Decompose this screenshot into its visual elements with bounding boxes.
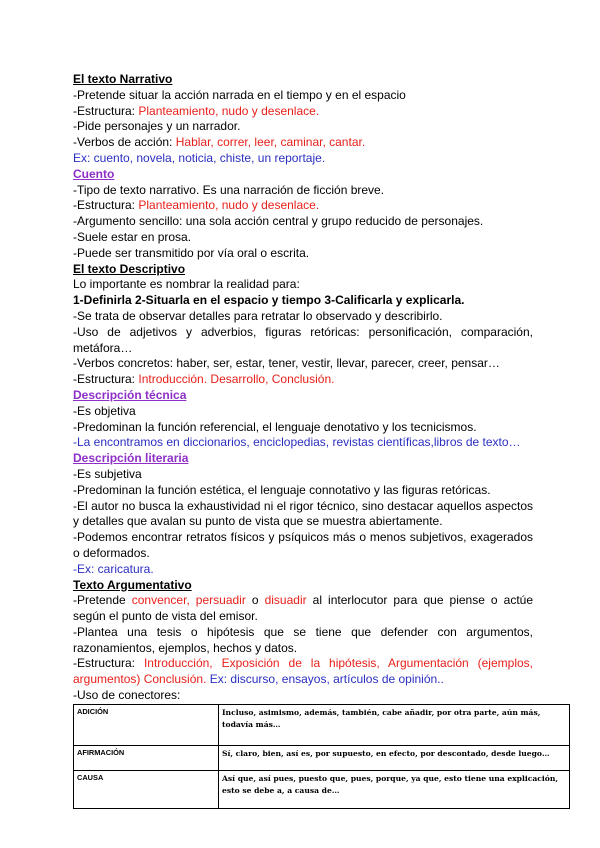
text-line: Lo importante es nombrar la realidad para: [73, 277, 300, 292]
table-cell-tipo: ADICIÓN [74, 704, 219, 745]
heading-texto-argumentativo: Texto Argumentativo [73, 577, 192, 592]
text-line: -Predominan la función referencial, el lenguaje denotativo y los tecnicismos. [73, 419, 477, 434]
text-line: -Argumento sencillo: una sola acción central y grupo reducido de personajes. [73, 214, 484, 229]
text-line: -La encontramos en diccionarios, enciclopedias, revistas científicas,libros de texto… [73, 435, 521, 450]
text-line: -Es objetiva [73, 403, 136, 418]
text-line: -Predominan la función estética, el lenguaje connotativo y las figuras retóricas. [73, 482, 491, 497]
text-line: -Plantea una tesis o hipótesis que se tiene que defender con argumentos, razonamientos, ejemplos, hechos y datos. [73, 624, 533, 655]
text-line: -Estructura: Introducción, Exposición de la hipótesis, Argumentación (ejemplos, argumentos) Conclusión. Ex: discurso, ensayos, artículos de opinión.. [73, 656, 533, 687]
text-line: -Se trata de observar detalles para retratar lo observado y describirlo. [73, 308, 443, 323]
table-cell-ejemplos: Así que, así pues, puesto que, pues, porque, ya que, esto tiene una explicación, esto se debe a, a causa de… [219, 770, 570, 808]
text-line: -Uso de conectores: [73, 688, 181, 703]
heading-texto-narrativo: El texto Narrativo [73, 72, 173, 86]
text-line: Ex: cuento, novela, noticia, chiste, un reportaje. [73, 150, 326, 165]
text-line: -Es subjetiva [73, 466, 142, 481]
table-cell-ejemplos: Sí, claro, bien, así es, por supuesto, en efecto, por descontado, desde luego… [219, 745, 570, 770]
table-row [74, 770, 570, 808]
text-line: -Uso de adjetivos y adverbios, figuras retóricas: personificación, comparación, metáfora… [73, 324, 533, 355]
table-cell-ejemplos: Incluso, asimismo, además, también, cabe añadir, por otra parte, aún más, todavía más… [219, 704, 570, 745]
text-line: -Estructura: Planteamiento, nudo y desenlace. [73, 198, 320, 213]
heading-texto-descriptivo: El texto Descriptivo [73, 261, 186, 276]
text-line: -Pide personajes y un narrador. [73, 119, 241, 134]
conectores-table [73, 704, 570, 809]
document-page [73, 72, 559, 809]
text-line: -Podemos encontrar retratos físicos y psíquicos más o menos subjetivos, exagerados o deformados. [73, 530, 533, 560]
text-line: -Estructura: Introducción. Desarrollo, Conclusión. [73, 372, 335, 387]
text-line: -Puede ser transmitido por vía oral o escrita. [73, 245, 310, 260]
text-line: -Tipo de texto narrativo. Es una narración de ficción breve. [73, 182, 385, 197]
table-cell-tipo: AFIRMACIÓN [74, 745, 219, 770]
table-row [74, 704, 570, 745]
text-line: -Verbos concretos: haber, ser, estar, tener, vestir, llevar, parecer, creer, pensar… [73, 356, 500, 371]
text-line: -Pretende situar la acción narrada en el tiempo y en el espacio [73, 87, 406, 102]
text-line: -Suele estar en prosa. [73, 229, 192, 244]
table-cell-tipo: CAUSA [74, 770, 219, 808]
heading-cuento: Cuento [73, 166, 115, 181]
text-line: -Verbos de acción: Hablar, correr, leer, caminar, cantar. [73, 135, 366, 150]
text-line: -Pretende convencer, persuadir o disuadir al interlocutor para que piense o actúe según el punto de vista del emisor. [73, 593, 533, 624]
text-line: -El autor no busca la exhaustividad ni el rigor técnico, sino destacar aquellos aspectos y detalles que avalan su punto de vista que se muestra abiertamente. [73, 498, 533, 529]
table-row [74, 745, 570, 770]
text-line: -Estructura: Planteamiento, nudo y desenlace. [73, 103, 320, 118]
text-line: -Ex: caricatura. [73, 561, 154, 576]
heading-descripcion-literaria: Descripción literaria [73, 451, 189, 466]
heading-descripcion-tecnica: Descripción técnica [73, 387, 187, 402]
text-line: 1-Definirla 2-Situarla en el espacio y tiempo 3-Calificarla y explicarla. [73, 293, 465, 308]
